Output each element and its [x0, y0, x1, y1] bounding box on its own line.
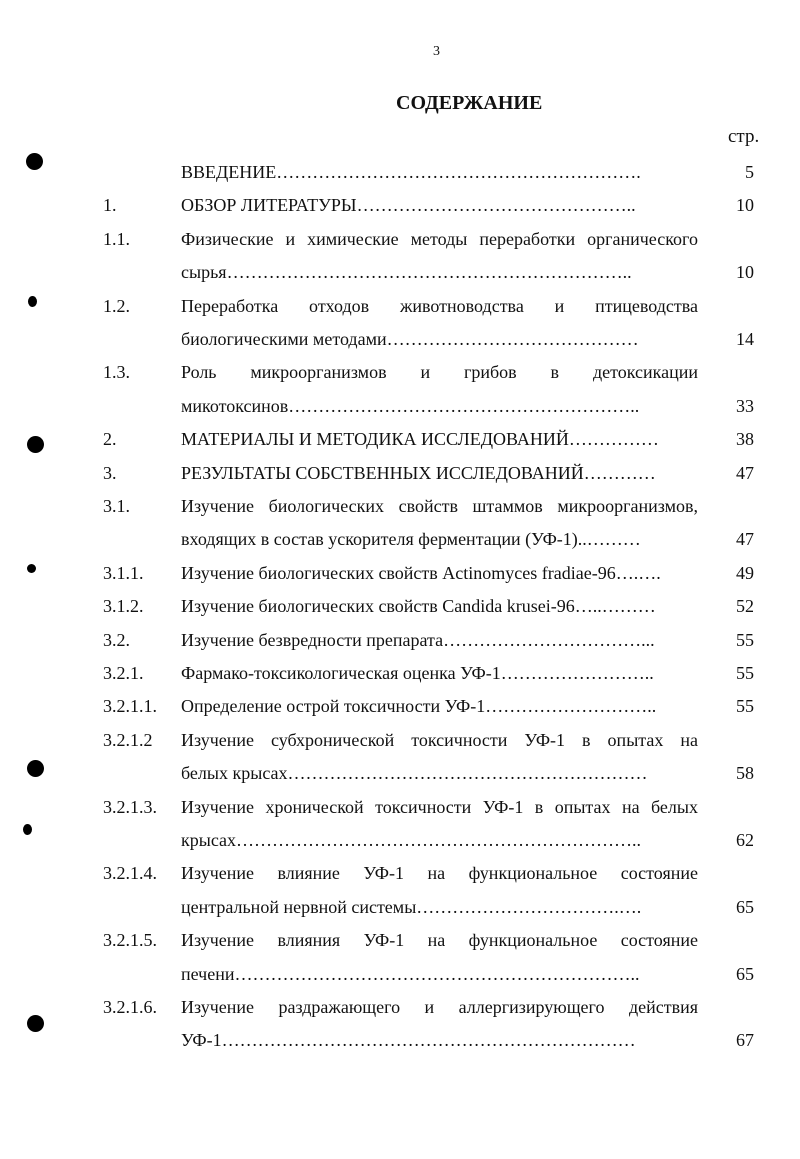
toc-entry-title: Изучение субхронической токсичности УФ-1 в опытах на: [181, 729, 698, 750]
toc-entry-title: ВВЕДЕНИЕ…………………………………………………….: [181, 162, 641, 182]
toc-entry-title: крысах…………………………………………………………..: [181, 829, 642, 850]
toc-entry-title: печени…………………………………………………………..: [181, 963, 640, 984]
toc-entry-number: 3.1.1.: [103, 562, 144, 583]
toc-entry-number: 3.1.2.: [103, 596, 144, 617]
toc-entry-title: Изучение хронической токсичности УФ-1 в опытах на белых: [181, 796, 698, 817]
toc-entry-page: 47: [736, 529, 754, 550]
toc-entry-title: Изучение биологических свойств штаммов микроорганизмов,: [181, 496, 698, 516]
toc-entry: [0, 490, 800, 557]
toc-entry-title: Физические и химические методы переработки органического: [181, 228, 698, 249]
toc-entry: [0, 290, 800, 357]
toc-entry-title: Изучение раздражающего и аллергизирующего действия: [181, 997, 698, 1017]
toc-entry-title: Переработка отходов животноводства и птицеводства: [181, 295, 698, 316]
toc-entry: [0, 857, 800, 924]
toc-entry-page: 49: [736, 562, 754, 583]
toc-entry: [0, 624, 800, 657]
toc-entry: [0, 690, 800, 723]
toc-entry-number: 3.2.1.5.: [103, 930, 157, 951]
punch-hole: [27, 1015, 44, 1032]
toc-entry-number: 3.2.1.3.: [103, 796, 157, 817]
title-text: СОДЕРЖАНИЕ: [396, 92, 543, 114]
toc-entry-page: 5: [745, 162, 754, 182]
toc-entry-page: 52: [736, 596, 754, 617]
toc-entry: [0, 557, 800, 590]
toc-entry-number: 1.2.: [103, 295, 130, 316]
toc-entry: [0, 991, 800, 1058]
toc-entry-number: 3.: [103, 462, 117, 483]
toc-entry-number: 3.1.: [103, 496, 130, 516]
toc-entry-page: 47: [736, 462, 754, 483]
toc-entry-page: 55: [736, 629, 754, 650]
toc-entry: [0, 724, 800, 791]
page-title: [0, 92, 800, 115]
toc-entry: [0, 356, 800, 423]
toc-entry-number: 3.2.1.: [103, 663, 144, 683]
toc-entry-title: Изучение биологических свойств Actinomyces fradiae-96….….: [181, 562, 661, 583]
toc-entry-page: 55: [736, 696, 754, 717]
punch-hole: [27, 760, 44, 777]
toc-entry-title: РЕЗУЛЬТАТЫ СОБСТВЕННЫХ ИССЛЕДОВАНИЙ…………: [181, 462, 656, 483]
toc-entry: [0, 924, 800, 991]
toc-entry-number: 1.: [103, 195, 117, 216]
toc-entry-title: УФ-1……………………………………………………………: [181, 1030, 636, 1051]
toc-entry: [0, 590, 800, 623]
toc-entry-page: 55: [736, 663, 754, 683]
toc-entry-page: 10: [736, 195, 754, 216]
toc-entry-number: 3.2.1.6.: [103, 997, 157, 1017]
toc-entry-number: 3.2.1.2: [103, 729, 153, 750]
toc-entry-number: 3.2.: [103, 629, 130, 650]
toc-entry-title: белых крысах……………………………………………………: [181, 763, 648, 784]
punch-hole: [27, 564, 36, 573]
toc-entry-page: 33: [736, 395, 754, 416]
toc-entry: [0, 189, 800, 222]
toc-entry-page: 10: [736, 262, 754, 283]
toc-entry-title: МАТЕРИАЛЫ И МЕТОДИКА ИССЛЕДОВАНИЙ……………: [181, 429, 659, 450]
toc-entry-title: микотоксинов…………………………………………………..: [181, 395, 640, 416]
toc-entry-page: 14: [736, 328, 754, 349]
toc-entry-page: 65: [736, 963, 754, 984]
punch-hole: [27, 436, 44, 453]
toc-entry-title: биологическими методами……………………………………: [181, 328, 639, 349]
toc-entry-page: 62: [736, 829, 754, 850]
page-column-label: стр.: [728, 126, 760, 147]
toc-entry: [0, 457, 800, 490]
toc-entry-number: 1.3.: [103, 362, 130, 383]
toc-entry-number: 3.2.1.1.: [103, 696, 157, 717]
toc-entry-title: центральной нервной системы…………………………….….: [181, 896, 642, 917]
punch-hole: [28, 296, 37, 307]
punch-hole: [23, 824, 32, 835]
toc-entry-title: Изучение биологических свойств Candida krusei-96…..………: [181, 596, 656, 617]
page-number: 3: [433, 44, 440, 59]
toc-entry-title: Роль микроорганизмов и грибов в детоксикации: [181, 362, 698, 383]
toc-entry: [0, 791, 800, 858]
toc-entry-number: 2.: [103, 429, 117, 450]
toc-entry-title: Изучение влияния УФ-1 на функциональное состояние: [181, 930, 698, 951]
toc-entry-page: 67: [736, 1030, 754, 1051]
toc-entry-title: ОБЗОР ЛИТЕРАТУРЫ………………………………………..: [181, 195, 636, 216]
toc-entry-number: 3.2.1.4.: [103, 863, 157, 884]
toc-entry-title: Определение острой токсичности УФ-1………………………..: [181, 696, 657, 717]
punch-hole: [26, 153, 43, 170]
toc-entry-title: Фармако-токсикологическая оценка УФ-1……………………..: [181, 663, 654, 683]
toc-entry-page: 65: [736, 896, 754, 917]
toc-entry-title: Изучение влияние УФ-1 на функциональное состояние: [181, 863, 698, 884]
toc-entry: [0, 156, 800, 189]
toc-entry-number: 1.1.: [103, 228, 130, 249]
toc-entry: [0, 423, 800, 456]
toc-entry-title: Изучение безвредности препарата……………………………...: [181, 629, 655, 650]
toc-entry-title: входящих в состав ускорителя ферментации (УФ-1)..………: [181, 529, 641, 550]
toc-entry: [0, 657, 800, 690]
toc-entry-page: 38: [736, 429, 754, 450]
toc-entry-title: сырья…………………………………………………………..: [181, 262, 632, 283]
toc-entry: [0, 223, 800, 290]
toc-entry-page: 58: [736, 763, 754, 784]
